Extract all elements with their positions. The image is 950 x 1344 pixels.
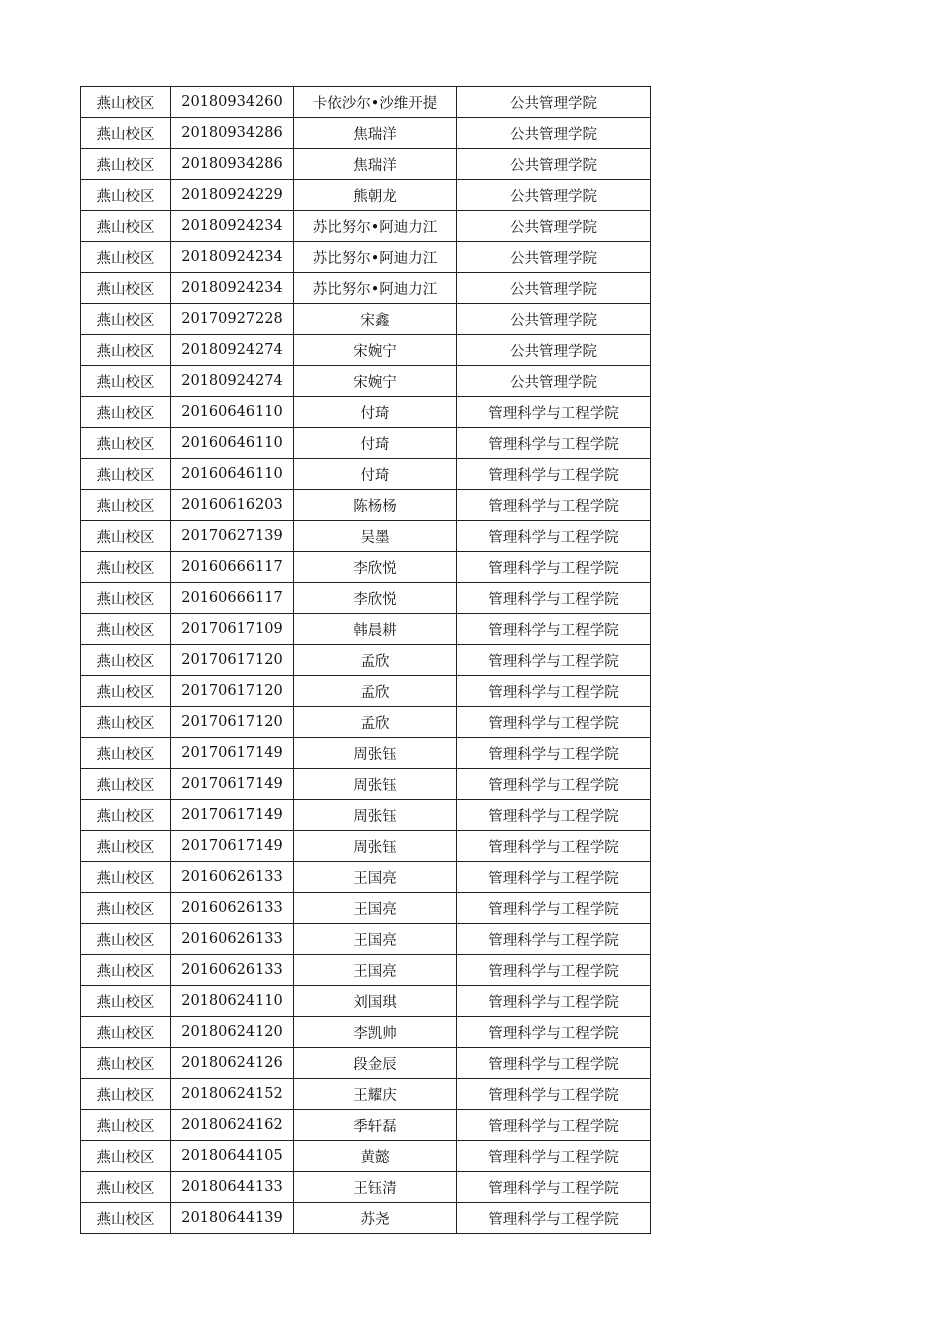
campus-cell: 燕山校区: [81, 1203, 171, 1234]
student-name-cell: 周张钰: [294, 738, 457, 769]
college-cell: 管理科学与工程学院: [457, 1172, 651, 1203]
student-name-cell: 刘国琪: [294, 986, 457, 1017]
table-row: [81, 676, 651, 707]
college-cell: 管理科学与工程学院: [457, 552, 651, 583]
student-name-cell: 韩晨耕: [294, 614, 457, 645]
college-cell: 管理科学与工程学院: [457, 397, 651, 428]
campus-cell: 燕山校区: [81, 955, 171, 986]
student-name-cell: 孟欣: [294, 645, 457, 676]
student-id-cell: 20180934286: [171, 118, 294, 149]
student-table-body: [81, 87, 651, 1234]
college-cell: 管理科学与工程学院: [457, 645, 651, 676]
student-name-cell: 付琦: [294, 397, 457, 428]
student-name-cell: 宋婉宁: [294, 335, 457, 366]
student-name-cell: 苏尧: [294, 1203, 457, 1234]
campus-cell: 燕山校区: [81, 738, 171, 769]
college-cell: 管理科学与工程学院: [457, 769, 651, 800]
campus-cell: 燕山校区: [81, 1048, 171, 1079]
campus-cell: 燕山校区: [81, 1141, 171, 1172]
student-id-cell: 20170627139: [171, 521, 294, 552]
table-row: [81, 1079, 651, 1110]
table-row: [81, 955, 651, 986]
campus-cell: 燕山校区: [81, 459, 171, 490]
campus-cell: 燕山校区: [81, 149, 171, 180]
table-row: [81, 335, 651, 366]
table-row: [81, 614, 651, 645]
campus-cell: 燕山校区: [81, 583, 171, 614]
student-id-cell: 20180624162: [171, 1110, 294, 1141]
student-id-cell: 20180924234: [171, 242, 294, 273]
student-id-cell: 20180924274: [171, 335, 294, 366]
campus-cell: 燕山校区: [81, 366, 171, 397]
table-row: [81, 242, 651, 273]
table-row: [81, 862, 651, 893]
table-row: [81, 1048, 651, 1079]
campus-cell: 燕山校区: [81, 986, 171, 1017]
student-id-cell: 20180644133: [171, 1172, 294, 1203]
student-name-cell: 黄懿: [294, 1141, 457, 1172]
student-id-cell: 20160626133: [171, 862, 294, 893]
student-name-cell: 季轩磊: [294, 1110, 457, 1141]
student-id-cell: 20170927228: [171, 304, 294, 335]
college-cell: 管理科学与工程学院: [457, 1110, 651, 1141]
campus-cell: 燕山校区: [81, 552, 171, 583]
table-row: [81, 583, 651, 614]
table-row: [81, 118, 651, 149]
college-cell: 公共管理学院: [457, 149, 651, 180]
table-row: [81, 707, 651, 738]
student-name-cell: 王国亮: [294, 924, 457, 955]
student-id-cell: 20180624120: [171, 1017, 294, 1048]
college-cell: 公共管理学院: [457, 273, 651, 304]
student-name-cell: 付琦: [294, 428, 457, 459]
table-row: [81, 180, 651, 211]
student-id-cell: 20170617109: [171, 614, 294, 645]
table-row: [81, 366, 651, 397]
student-id-cell: 20160646110: [171, 428, 294, 459]
student-id-cell: 20170617120: [171, 676, 294, 707]
campus-cell: 燕山校区: [81, 273, 171, 304]
student-name-cell: 王国亮: [294, 955, 457, 986]
student-id-cell: 20160616203: [171, 490, 294, 521]
student-id-cell: 20170617120: [171, 707, 294, 738]
table-row: [81, 986, 651, 1017]
campus-cell: 燕山校区: [81, 335, 171, 366]
college-cell: 管理科学与工程学院: [457, 1141, 651, 1172]
student-name-cell: 李凯帅: [294, 1017, 457, 1048]
college-cell: 管理科学与工程学院: [457, 862, 651, 893]
campus-cell: 燕山校区: [81, 645, 171, 676]
table-row: [81, 521, 651, 552]
campus-cell: 燕山校区: [81, 1110, 171, 1141]
college-cell: 管理科学与工程学院: [457, 924, 651, 955]
student-id-cell: 20180924229: [171, 180, 294, 211]
table-row: [81, 1141, 651, 1172]
student-name-cell: 周张钰: [294, 831, 457, 862]
student-id-cell: 20160626133: [171, 893, 294, 924]
table-row: [81, 87, 651, 118]
student-id-cell: 20180624126: [171, 1048, 294, 1079]
college-cell: 公共管理学院: [457, 335, 651, 366]
college-cell: 管理科学与工程学院: [457, 707, 651, 738]
college-cell: 管理科学与工程学院: [457, 1079, 651, 1110]
campus-cell: 燕山校区: [81, 490, 171, 521]
table-row: [81, 738, 651, 769]
table-row: [81, 769, 651, 800]
table-row: [81, 459, 651, 490]
student-id-cell: 20160626133: [171, 924, 294, 955]
college-cell: 管理科学与工程学院: [457, 1048, 651, 1079]
college-cell: 管理科学与工程学院: [457, 986, 651, 1017]
student-name-cell: 吴墨: [294, 521, 457, 552]
student-name-cell: 宋婉宁: [294, 366, 457, 397]
campus-cell: 燕山校区: [81, 862, 171, 893]
student-id-cell: 20160666117: [171, 552, 294, 583]
college-cell: 管理科学与工程学院: [457, 1017, 651, 1048]
campus-cell: 燕山校区: [81, 397, 171, 428]
campus-cell: 燕山校区: [81, 676, 171, 707]
campus-cell: 燕山校区: [81, 304, 171, 335]
table-row: [81, 304, 651, 335]
student-name-cell: 卡依沙尔•沙维开提: [294, 87, 457, 118]
student-name-cell: 熊朝龙: [294, 180, 457, 211]
table-row: [81, 831, 651, 862]
student-name-cell: 孟欣: [294, 676, 457, 707]
campus-cell: 燕山校区: [81, 180, 171, 211]
student-name-cell: 焦瑞洋: [294, 118, 457, 149]
table-row: [81, 1110, 651, 1141]
college-cell: 公共管理学院: [457, 242, 651, 273]
student-name-cell: 王耀庆: [294, 1079, 457, 1110]
campus-cell: 燕山校区: [81, 924, 171, 955]
student-name-cell: 段金辰: [294, 1048, 457, 1079]
student-id-cell: 20180644105: [171, 1141, 294, 1172]
college-cell: 管理科学与工程学院: [457, 831, 651, 862]
student-name-cell: 王国亮: [294, 862, 457, 893]
table-row: [81, 211, 651, 242]
student-name-cell: 李欣悦: [294, 552, 457, 583]
campus-cell: 燕山校区: [81, 769, 171, 800]
campus-cell: 燕山校区: [81, 521, 171, 552]
table-row: [81, 893, 651, 924]
student-id-cell: 20160646110: [171, 397, 294, 428]
table-row: [81, 1203, 651, 1234]
table-row: [81, 800, 651, 831]
college-cell: 公共管理学院: [457, 211, 651, 242]
student-id-cell: 20160646110: [171, 459, 294, 490]
student-id-cell: 20180924234: [171, 211, 294, 242]
college-cell: 管理科学与工程学院: [457, 1203, 651, 1234]
campus-cell: 燕山校区: [81, 1079, 171, 1110]
student-id-cell: 20180934260: [171, 87, 294, 118]
student-name-cell: 付琦: [294, 459, 457, 490]
campus-cell: 燕山校区: [81, 242, 171, 273]
student-id-cell: 20180924234: [171, 273, 294, 304]
student-name-cell: 陈杨杨: [294, 490, 457, 521]
college-cell: 管理科学与工程学院: [457, 955, 651, 986]
student-name-cell: 焦瑞洋: [294, 149, 457, 180]
student-id-cell: 20180644139: [171, 1203, 294, 1234]
college-cell: 管理科学与工程学院: [457, 583, 651, 614]
student-name-cell: 周张钰: [294, 800, 457, 831]
college-cell: 管理科学与工程学院: [457, 490, 651, 521]
campus-cell: 燕山校区: [81, 428, 171, 459]
table-row: [81, 645, 651, 676]
college-cell: 管理科学与工程学院: [457, 521, 651, 552]
student-id-cell: 20170617149: [171, 738, 294, 769]
campus-cell: 燕山校区: [81, 87, 171, 118]
college-cell: 管理科学与工程学院: [457, 738, 651, 769]
campus-cell: 燕山校区: [81, 707, 171, 738]
student-name-cell: 宋鑫: [294, 304, 457, 335]
student-table: [80, 86, 651, 1234]
student-id-cell: 20180934286: [171, 149, 294, 180]
student-name-cell: 孟欣: [294, 707, 457, 738]
student-id-cell: 20180624110: [171, 986, 294, 1017]
student-id-cell: 20170617149: [171, 831, 294, 862]
college-cell: 管理科学与工程学院: [457, 893, 651, 924]
campus-cell: 燕山校区: [81, 1017, 171, 1048]
college-cell: 管理科学与工程学院: [457, 428, 651, 459]
table-row: [81, 273, 651, 304]
college-cell: 公共管理学院: [457, 366, 651, 397]
college-cell: 公共管理学院: [457, 118, 651, 149]
college-cell: 公共管理学院: [457, 87, 651, 118]
campus-cell: 燕山校区: [81, 893, 171, 924]
campus-cell: 燕山校区: [81, 800, 171, 831]
college-cell: 公共管理学院: [457, 180, 651, 211]
college-cell: 管理科学与工程学院: [457, 459, 651, 490]
campus-cell: 燕山校区: [81, 831, 171, 862]
campus-cell: 燕山校区: [81, 614, 171, 645]
student-name-cell: 苏比努尔•阿迪力江: [294, 211, 457, 242]
student-id-cell: 20170617149: [171, 800, 294, 831]
student-name-cell: 李欣悦: [294, 583, 457, 614]
campus-cell: 燕山校区: [81, 118, 171, 149]
student-name-cell: 王钰清: [294, 1172, 457, 1203]
table-row: [81, 428, 651, 459]
college-cell: 管理科学与工程学院: [457, 800, 651, 831]
table-row: [81, 1017, 651, 1048]
student-id-cell: 20170617149: [171, 769, 294, 800]
student-id-cell: 20160666117: [171, 583, 294, 614]
college-cell: 管理科学与工程学院: [457, 614, 651, 645]
table-row: [81, 1172, 651, 1203]
student-id-cell: 20180624152: [171, 1079, 294, 1110]
student-id-cell: 20180924274: [171, 366, 294, 397]
college-cell: 管理科学与工程学院: [457, 676, 651, 707]
table-row: [81, 149, 651, 180]
campus-cell: 燕山校区: [81, 211, 171, 242]
table-row: [81, 397, 651, 428]
table-row: [81, 552, 651, 583]
student-name-cell: 王国亮: [294, 893, 457, 924]
student-name-cell: 苏比努尔•阿迪力江: [294, 242, 457, 273]
table-row: [81, 924, 651, 955]
campus-cell: 燕山校区: [81, 1172, 171, 1203]
table-row: [81, 490, 651, 521]
student-id-cell: 20170617120: [171, 645, 294, 676]
student-name-cell: 周张钰: [294, 769, 457, 800]
student-id-cell: 20160626133: [171, 955, 294, 986]
student-name-cell: 苏比努尔•阿迪力江: [294, 273, 457, 304]
college-cell: 公共管理学院: [457, 304, 651, 335]
